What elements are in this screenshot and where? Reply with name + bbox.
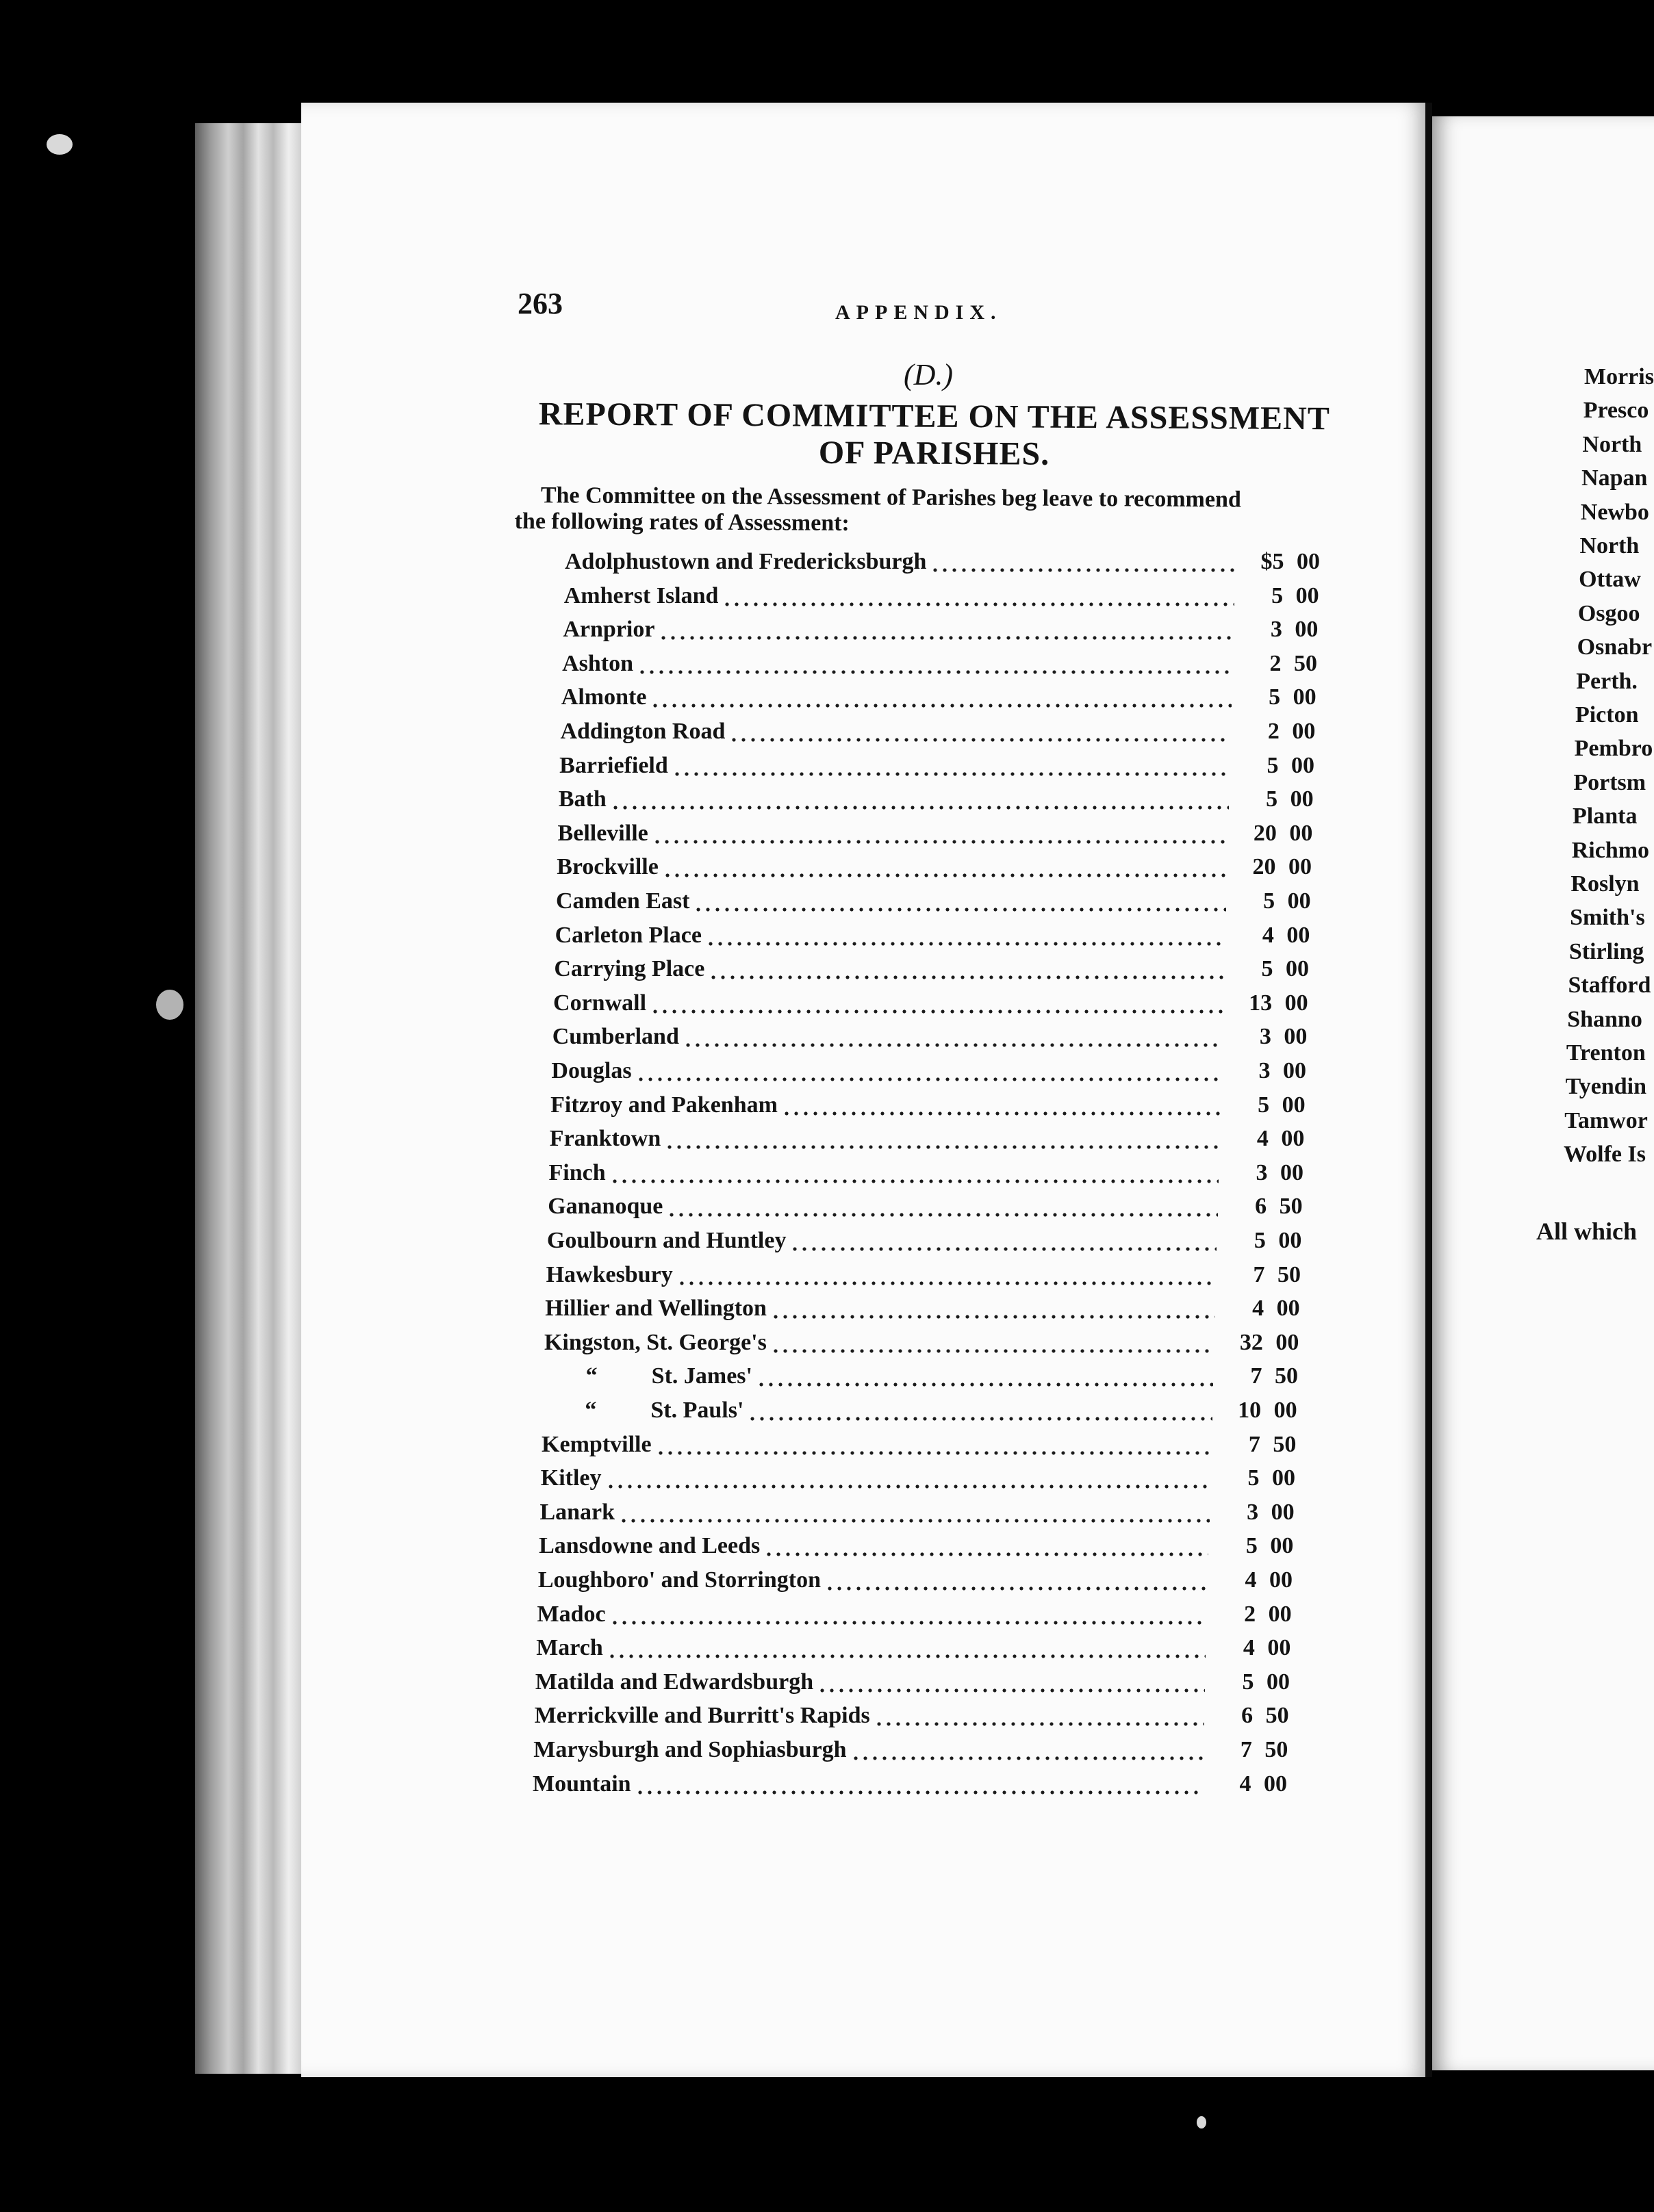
assessment-amount: 20 00 [1252, 854, 1312, 880]
parish-name [542, 1398, 743, 1424]
parish-name: Kitley [540, 1465, 602, 1491]
assessment-row [556, 884, 1311, 914]
assessment-row [544, 1326, 1299, 1356]
assessment-row [533, 1733, 1288, 1763]
assessment-row [550, 1122, 1305, 1152]
parish-name: Ashton [562, 650, 634, 676]
dot-leader [790, 1233, 1217, 1254]
parish-name: Finch [548, 1159, 606, 1185]
facing-page-line: Roslyn [1570, 871, 1640, 897]
facing-page-line: Shanno [1567, 1006, 1642, 1032]
dot-leader [665, 1131, 1219, 1152]
assessment-row [542, 1428, 1296, 1458]
parish-name: Bath [558, 786, 607, 812]
assessment-row [536, 1631, 1290, 1661]
assessment-row [554, 952, 1309, 982]
ditto-mark: “ [585, 1363, 598, 1389]
assessment-row [551, 1054, 1306, 1084]
assessment-amount: 2 00 [1267, 719, 1316, 744]
assessment-row [541, 1461, 1295, 1491]
dot-leader [851, 1742, 1204, 1763]
facing-page-line: Smith's [1570, 905, 1645, 931]
section-label: (D.) [904, 358, 954, 391]
facing-page-line: Tyendin [1565, 1074, 1647, 1100]
facing-page-line: Morris [1584, 364, 1654, 389]
assessment-amount: 5 00 [1271, 582, 1319, 608]
dot-leader [672, 758, 1230, 779]
parish-name: Fitzroy and Pakenham [550, 1092, 778, 1118]
assessment-amount: 6 50 [1255, 1194, 1303, 1220]
dot-leader [636, 1064, 1221, 1084]
facing-page-line: Planta [1573, 803, 1638, 830]
assessment-row [537, 1597, 1292, 1628]
assessment-row [550, 1088, 1306, 1118]
facing-page-line: Ottaw [1579, 567, 1641, 593]
dot-leader [611, 792, 1229, 812]
dot-leader [771, 1301, 1215, 1322]
dot-leader [694, 894, 1225, 914]
parish-name: Belleville [557, 820, 648, 846]
assessment-row [538, 1563, 1293, 1593]
assessment-amount: $5 00 [1260, 549, 1320, 574]
parish-name: Gananoque [548, 1194, 663, 1220]
assessment-amount: 5 00 [1261, 956, 1309, 982]
parish-name: Goulbourn and Huntley [546, 1228, 787, 1253]
dot-leader [610, 1607, 1207, 1628]
dust-speck [156, 990, 183, 1020]
dot-leader [930, 554, 1235, 575]
parish-name: Lanark [539, 1499, 615, 1525]
dot-leader [677, 1268, 1216, 1288]
dot-leader [606, 1471, 1210, 1491]
dot-leader [610, 1166, 1219, 1186]
assessment-amount: 4 00 [1239, 1771, 1287, 1797]
dust-speck [1197, 2116, 1206, 2129]
facing-page-line: Stafford [1568, 973, 1651, 999]
dot-leader [683, 1029, 1222, 1050]
assessment-row [553, 986, 1308, 1016]
parish-name: Marysburgh and Sophiasburgh [533, 1737, 847, 1762]
facing-page-line: Osgoo [1577, 600, 1640, 626]
assessment-row [557, 850, 1312, 880]
dot-leader [817, 1675, 1205, 1695]
dot-leader [748, 1403, 1212, 1424]
parish-name: Cornwall [553, 990, 647, 1016]
assessment-row [539, 1529, 1293, 1559]
assessment-amount: 4 00 [1243, 1635, 1291, 1661]
assessment-row [544, 1359, 1298, 1389]
dot-leader [667, 1199, 1217, 1220]
assessment-amount: 6 50 [1241, 1703, 1289, 1729]
parish-name: Brockville [557, 854, 659, 880]
parish-name [544, 1363, 752, 1389]
facing-page-line: Napan [1581, 465, 1648, 491]
parish-name: Kemptville [542, 1431, 652, 1457]
dot-leader [656, 1437, 1212, 1458]
assessment-amount: 2 00 [1244, 1601, 1292, 1627]
assessment-amount: 5 00 [1269, 684, 1316, 710]
dot-leader [756, 1369, 1213, 1389]
assessment-row [565, 545, 1320, 575]
assessment-amount: 10 00 [1238, 1398, 1297, 1423]
parish-name: Amherst Island [563, 582, 719, 608]
parish-name-text: St. James' [651, 1363, 752, 1389]
assessment-amount: 7 50 [1248, 1431, 1297, 1457]
parish-name: Camden East [555, 888, 690, 914]
dot-leader [709, 962, 1224, 982]
parish-name: Hillier and Wellington [545, 1296, 767, 1322]
ditto-mark: “ [585, 1398, 597, 1423]
dust-speck [47, 134, 73, 155]
assessment-row [563, 613, 1318, 643]
assessment-amount: 5 00 [1242, 1669, 1290, 1695]
parish-name: Hawkesbury [546, 1261, 673, 1287]
parish-name: Adolphustown and Fredericksburgh [565, 549, 927, 574]
assessment-amount: 7 50 [1253, 1261, 1301, 1287]
facing-page-line: Osnabr [1577, 634, 1653, 660]
facing-page-line: Stirling [1568, 938, 1644, 964]
parish-name: Barriefield [559, 752, 668, 778]
assessment-amount: 20 00 [1253, 820, 1313, 846]
intro-line: the following rates of Assessment: [514, 508, 850, 536]
assessment-amount: 2 50 [1269, 650, 1317, 676]
running-head: APPENDIX. [835, 301, 1002, 324]
dot-leader [619, 1505, 1210, 1526]
facing-page-line: Wolfe Is [1564, 1142, 1646, 1168]
parish-name: Arnprior [563, 617, 655, 643]
dot-leader [635, 1777, 1202, 1797]
assessment-amount: 7 50 [1250, 1363, 1298, 1389]
parish-name: Lansdowne and Leeds [539, 1533, 761, 1559]
parish-name: Mountain [533, 1771, 631, 1797]
dot-leader [650, 690, 1231, 710]
facing-page-line: Presco [1583, 398, 1649, 424]
assessment-row [549, 1156, 1304, 1186]
assessment-amount: 5 00 [1258, 1092, 1306, 1118]
facing-page-line: North [1579, 533, 1640, 558]
intro-line: The Committee on the Assessment of Parishes beg leave to recommend [540, 483, 1241, 513]
dot-leader [659, 622, 1233, 643]
parish-name: Douglas [551, 1058, 632, 1083]
facing-page-line: Picton [1575, 702, 1639, 728]
page-number: 263 [518, 287, 563, 320]
assessment-amount: 4 00 [1245, 1567, 1293, 1593]
assessment-row [539, 1495, 1294, 1526]
facing-page-line: Pembro [1574, 736, 1653, 762]
facing-page-line: North [1582, 431, 1642, 457]
dot-leader [663, 860, 1227, 880]
dot-leader [652, 826, 1228, 847]
dot-leader [637, 656, 1232, 677]
assessment-row [562, 647, 1317, 677]
assessment-row [542, 1393, 1297, 1424]
assessment-amount: 3 00 [1259, 1024, 1308, 1050]
parish-name: Franktown [549, 1126, 661, 1152]
assessment-amount: 3 00 [1270, 617, 1319, 643]
assessment-row [545, 1291, 1299, 1322]
parish-name-text: St. Pauls' [650, 1398, 744, 1423]
dot-leader [607, 1641, 1206, 1661]
dot-leader [706, 928, 1225, 949]
assessment-row [533, 1767, 1287, 1797]
assessment-row [558, 816, 1313, 847]
assessment-amount: 4 00 [1262, 922, 1310, 948]
dot-leader [722, 589, 1234, 609]
facing-page-line: Portsm [1573, 769, 1646, 795]
assessment-amount: 32 00 [1239, 1329, 1299, 1355]
parish-name: Kingston, St. George's [544, 1329, 767, 1355]
facing-page-line: Richmo [1571, 837, 1650, 863]
assessment-row [546, 1258, 1301, 1288]
assessment-row [560, 715, 1315, 745]
assessment-row [547, 1224, 1301, 1254]
assessment-amount: 3 00 [1247, 1499, 1295, 1525]
dot-leader [782, 1098, 1221, 1118]
assessment-amount: 5 00 [1254, 1228, 1302, 1253]
facing-page-line: Trenton [1566, 1040, 1646, 1066]
facing-page-line: Tamwor [1564, 1107, 1648, 1133]
parish-name: Madoc [537, 1601, 606, 1627]
assessment-row [535, 1699, 1289, 1729]
facing-page-line: Newbo [1580, 499, 1649, 525]
assessment-amount: 5 00 [1267, 752, 1314, 778]
assessment-amount: 5 00 [1247, 1465, 1295, 1491]
facing-page-line: Perth. [1576, 668, 1638, 694]
report-title: REPORT OF COMMITTEE ON THE ASSESSMENT OF PARISHES. [538, 396, 1330, 472]
assessment-amount: 7 50 [1240, 1737, 1288, 1762]
assessment-amount: 5 00 [1263, 888, 1311, 914]
assessment-row [535, 1665, 1290, 1695]
assessment-row [552, 1020, 1308, 1050]
facing-page-column [1560, 0, 1654, 2212]
assessment-amount: 3 00 [1258, 1058, 1306, 1083]
dot-leader [729, 724, 1230, 745]
parish-name: Addington Road [560, 719, 726, 744]
assessment-row [559, 782, 1314, 812]
assessment-amount: 13 00 [1249, 990, 1308, 1016]
assessment-amount: 4 00 [1252, 1296, 1300, 1322]
dot-leader [825, 1573, 1208, 1593]
dot-leader [771, 1335, 1214, 1356]
dot-leader [650, 996, 1223, 1016]
dot-leader [764, 1539, 1208, 1559]
parish-name: Loughboro' and Storrington [537, 1567, 821, 1593]
assessment-row [564, 579, 1319, 609]
parish-name: Almonte [561, 684, 647, 710]
assessment-row [555, 918, 1310, 949]
parish-name: Matilda and Edwardsburgh [535, 1669, 814, 1695]
assessment-amount: 4 00 [1256, 1126, 1305, 1152]
assessment-row [561, 680, 1316, 710]
dot-leader [874, 1708, 1204, 1729]
assessment-amount: 3 00 [1256, 1159, 1303, 1185]
parish-name: Carrying Place [554, 956, 705, 982]
facing-page-tail: All which [1536, 1218, 1638, 1245]
parish-name: Carleton Place [555, 922, 702, 948]
assessment-amount: 5 00 [1245, 1533, 1294, 1559]
assessment-row [548, 1189, 1302, 1220]
parish-name: Merrickville and Burritt's Rapids [534, 1703, 870, 1729]
assessment-amount: 5 00 [1266, 786, 1314, 812]
assessment-row [559, 749, 1314, 779]
parish-name: Cumberland [552, 1024, 679, 1050]
parish-name: March [536, 1635, 603, 1661]
